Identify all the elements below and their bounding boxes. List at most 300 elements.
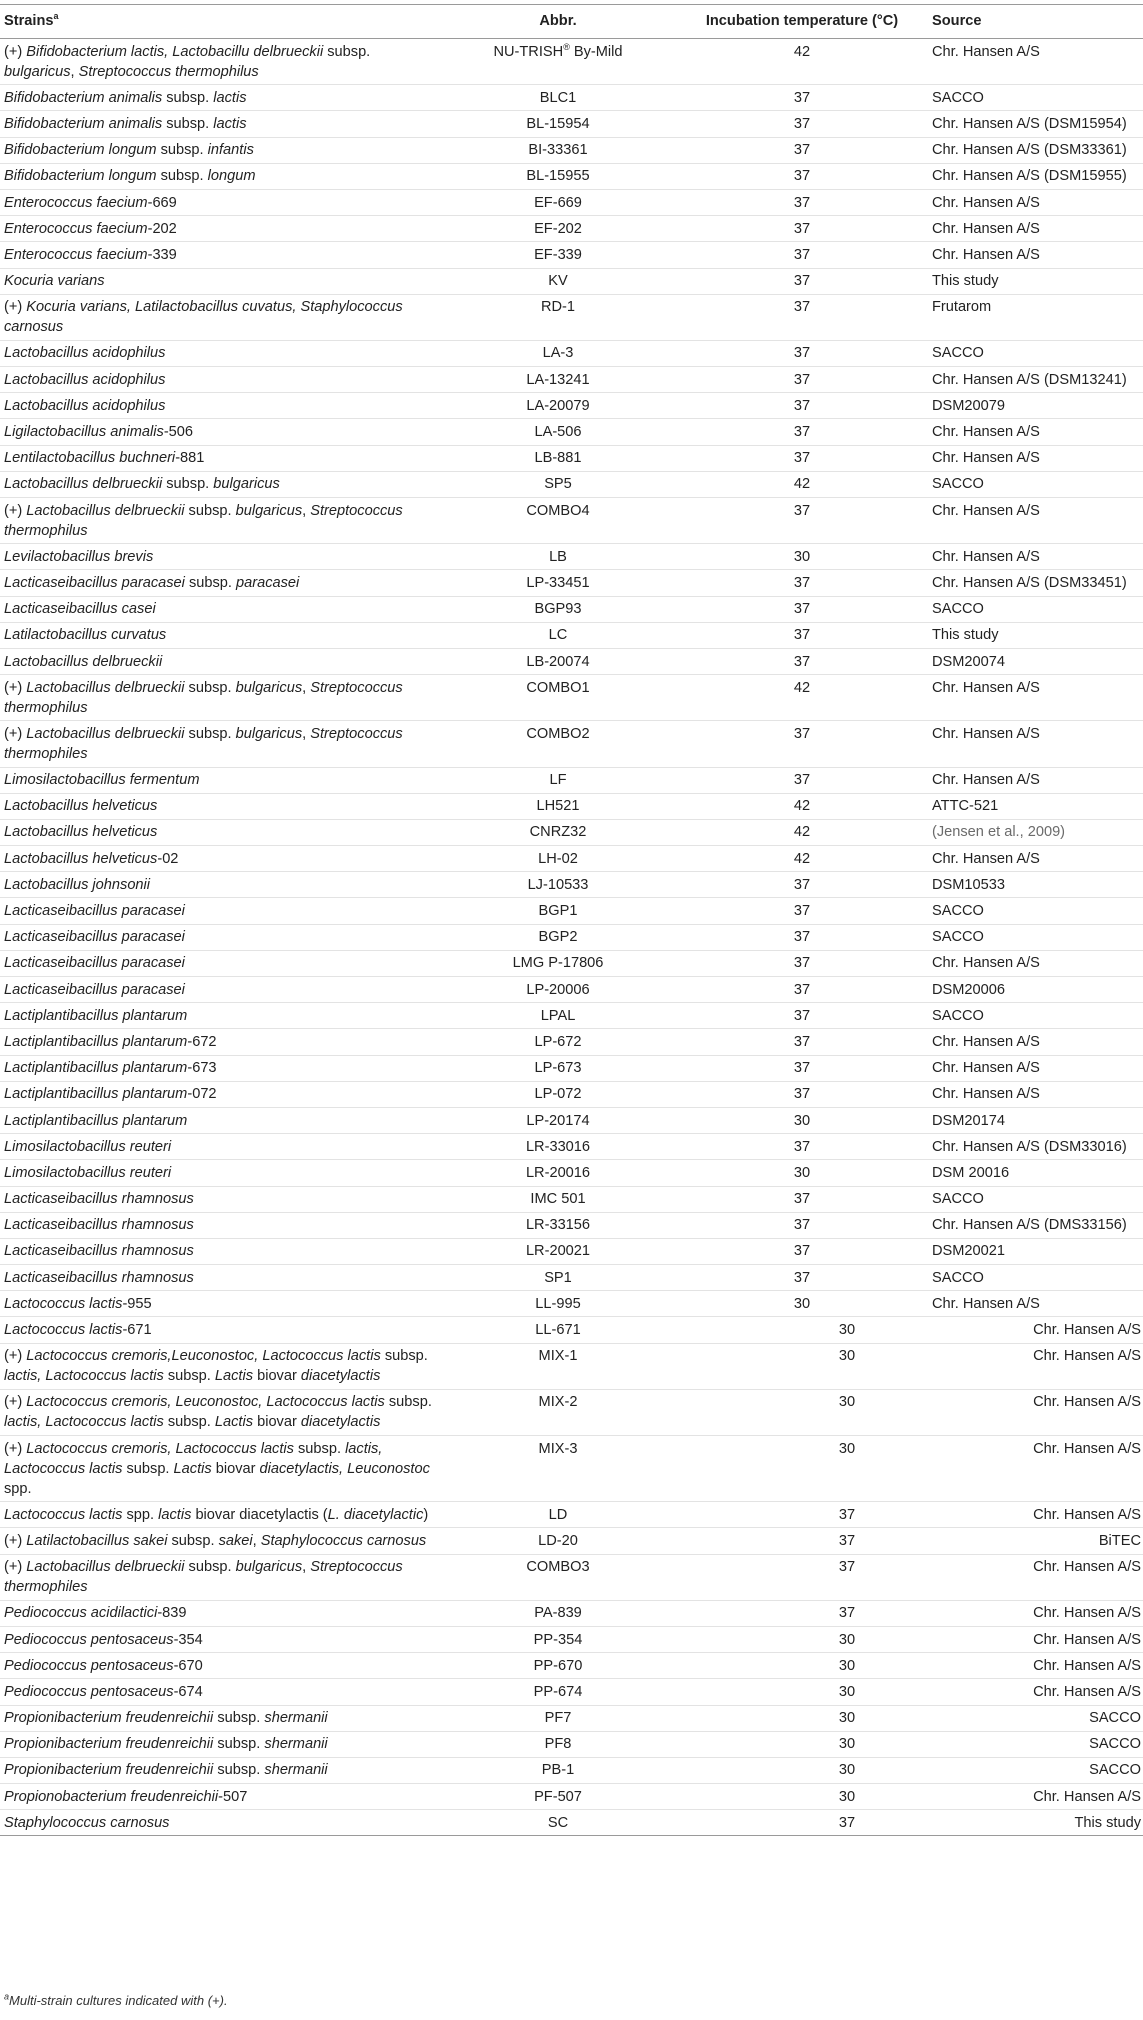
strain-text-segment: Lactis — [214, 1414, 254, 1431]
abbr-cell — [440, 924, 676, 950]
source-cell — [928, 1081, 1143, 1107]
source-text: Chr. Hansen A/S — [932, 548, 1040, 565]
abbr-cell — [440, 1653, 676, 1679]
strain-cell — [0, 1600, 440, 1626]
table-row — [0, 950, 1143, 976]
strain-cell — [0, 111, 440, 137]
source-cell — [928, 1055, 1143, 1081]
temperature-cell: 37 — [676, 767, 928, 793]
source-text: Chr. Hansen A/S — [932, 502, 1040, 519]
table-row — [0, 648, 1143, 674]
source-cell — [928, 268, 1143, 294]
table-row — [0, 570, 1143, 596]
strain-cell — [0, 39, 440, 85]
temperature-cell: 30 — [676, 1343, 928, 1389]
abbr-text: BGP1 — [538, 903, 578, 920]
strain-text-segment: Propionibacterium freudenreichii — [4, 1710, 214, 1727]
table-row — [0, 1003, 1143, 1029]
strain-text-segment: Bifidobacterium animalis — [4, 115, 163, 132]
source-text: SACCO — [932, 1007, 984, 1024]
table-row — [0, 39, 1143, 85]
strain-text-segment: diacetylactis — [300, 1368, 381, 1385]
strain-text-segment: biovar — [253, 1414, 301, 1431]
abbr-text: LA-20079 — [526, 397, 590, 414]
abbr-text: LL-995 — [535, 1295, 581, 1312]
strain-text-segment: Lacticaseibacillus rhamnosus — [4, 1217, 194, 1234]
table-row — [0, 367, 1143, 393]
abbr-cell — [440, 471, 676, 497]
source-cell — [928, 1343, 1143, 1389]
abbr-text: LD-20 — [538, 1532, 578, 1549]
source-cell — [928, 419, 1143, 445]
source-cell — [928, 340, 1143, 366]
abbr-cell — [440, 419, 676, 445]
abbr-cell — [440, 163, 676, 189]
abbr-text: LL-671 — [535, 1322, 581, 1339]
abbr-cell — [440, 1265, 676, 1291]
strain-text-segment: Streptococcus thermophilus — [4, 679, 403, 716]
abbr-text: NU-TRISH — [493, 43, 564, 60]
strain-text-segment: (+) — [4, 1440, 27, 1457]
source-cell — [928, 767, 1143, 793]
strain-text-segment: lactis — [158, 1506, 192, 1523]
strain-text-segment: , — [302, 1559, 311, 1576]
strain-text-segment: spp. — [122, 1506, 159, 1523]
abbr-text: EF-339 — [534, 246, 582, 263]
table-row — [0, 846, 1143, 872]
abbr-text: COMBO4 — [526, 502, 590, 519]
strain-cell — [0, 393, 440, 419]
table-row — [0, 1528, 1143, 1554]
strain-text-segment: Lactis — [173, 1460, 212, 1477]
strain-text-segment: subsp. — [122, 1460, 174, 1477]
header-strains: Strains$^a$ — [0, 5, 440, 39]
temperature-cell: 37 — [676, 1212, 928, 1238]
source-text: Chr. Hansen A/S — [1033, 1788, 1141, 1805]
strain-text-segment: subsp. — [163, 1414, 215, 1431]
source-text: Chr. Hansen A/S — [932, 424, 1040, 441]
abbr-cell — [440, 1134, 676, 1160]
source-cell — [928, 1238, 1143, 1264]
strain-text-segment: Bifidobacterium longum — [4, 142, 157, 159]
abbr-text: BL-15955 — [526, 168, 590, 185]
source-text: Chr. Hansen A/S — [1033, 1322, 1141, 1339]
source-reference-link[interactable]: (Jensen et al., 2009) — [932, 824, 1066, 841]
source-cell — [928, 1528, 1143, 1554]
abbr-text: LR-33016 — [525, 1138, 591, 1155]
strain-cell — [0, 1291, 440, 1317]
strain-cell — [0, 1029, 440, 1055]
temperature-cell: 30 — [676, 1626, 928, 1652]
temperature-cell: 30 — [676, 544, 928, 570]
strain-cell — [0, 189, 440, 215]
abbr-text: LA-3 — [542, 345, 574, 362]
temperature-cell: 30 — [676, 1291, 928, 1317]
strain-text-segment: -674 — [173, 1683, 203, 1700]
abbr-cell — [440, 445, 676, 471]
strain-cell — [0, 216, 440, 242]
strain-cell — [0, 1810, 440, 1836]
source-cell — [928, 622, 1143, 648]
table-row — [0, 1554, 1143, 1600]
abbr-text: BL-15954 — [526, 115, 590, 132]
strain-text-segment: subsp. — [167, 1532, 219, 1549]
temperature-cell: 37 — [676, 419, 928, 445]
source-text: Chr. Hansen A/S — [932, 194, 1040, 211]
source-text: Chr. Hansen A/S — [1033, 1631, 1141, 1648]
abbr-cell — [440, 721, 676, 767]
table-row — [0, 1784, 1143, 1810]
strain-text-segment: Lactobacillus acidophilus — [4, 371, 166, 388]
strain-text-segment: Lactis — [214, 1368, 254, 1385]
temperature-cell: 37 — [676, 1810, 928, 1836]
strain-cell — [0, 767, 440, 793]
source-cell — [928, 721, 1143, 767]
strain-text-segment: (+) — [4, 725, 27, 742]
abbr-cell — [440, 1810, 676, 1836]
abbr-cell — [440, 1600, 676, 1626]
strain-text-segment: lactis — [213, 115, 247, 132]
source-cell — [928, 137, 1143, 163]
table-row — [0, 1626, 1143, 1652]
strain-text-segment: Kocuria varians — [4, 273, 105, 290]
strain-text-segment: bulgaricus — [4, 63, 71, 80]
strain-text-segment: Pediococcus pentosaceus — [4, 1657, 174, 1674]
table-row — [0, 1055, 1143, 1081]
table-row — [0, 793, 1143, 819]
strain-text-segment: diacetylactis — [300, 1414, 381, 1431]
strain-text-segment: Lactobacillus acidophilus — [4, 397, 166, 414]
strain-text-segment: lactis, Lactococcus lactis — [4, 1440, 383, 1477]
temperature-cell: 30 — [676, 1107, 928, 1133]
table-row — [0, 85, 1143, 111]
strain-text-segment: spp. — [4, 1480, 32, 1497]
strain-text-segment: (+) — [4, 1348, 27, 1365]
source-cell — [928, 111, 1143, 137]
abbr-cell — [440, 498, 676, 544]
strain-cell — [0, 1389, 440, 1435]
source-text: DSM 20016 — [932, 1164, 1010, 1181]
temperature-cell: 37 — [676, 1600, 928, 1626]
temperature-cell: 37 — [676, 872, 928, 898]
strain-text-segment: Lactobacillus delbrueckii — [26, 679, 185, 696]
strain-cell — [0, 872, 440, 898]
strain-text-segment: shermanii — [264, 1762, 328, 1779]
strain-text-segment: Latilactobacillus curvatus — [4, 627, 167, 644]
strain-text-segment: subsp. — [384, 1394, 432, 1411]
source-text: Chr. Hansen A/S — [1033, 1440, 1141, 1457]
abbr-cell — [440, 950, 676, 976]
abbr-cell — [440, 1343, 676, 1389]
strain-cell — [0, 1784, 440, 1810]
source-text: DSM10533 — [932, 876, 1006, 893]
abbr-cell — [440, 1436, 676, 1502]
strain-text-segment: infantis — [207, 142, 254, 159]
strain-text-segment: Propionibacterium freudenreichii — [4, 1736, 214, 1753]
table-row — [0, 721, 1143, 767]
strain-cell — [0, 419, 440, 445]
source-text: This study — [932, 273, 999, 290]
abbr-cell — [440, 1679, 676, 1705]
strain-text-segment: Lactobacillus delbrueckii — [26, 1559, 185, 1576]
strain-text-segment: , — [302, 725, 311, 742]
source-cell — [928, 924, 1143, 950]
temperature-cell: 42 — [676, 846, 928, 872]
strain-text-segment: Bifidobacterium longum — [4, 168, 157, 185]
abbr-cell — [440, 1528, 676, 1554]
strain-text-segment: -839 — [157, 1605, 187, 1622]
temperature-cell: 37 — [676, 393, 928, 419]
strain-cell — [0, 137, 440, 163]
source-cell[interactable] — [928, 819, 1143, 845]
source-cell — [928, 163, 1143, 189]
strain-cell — [0, 846, 440, 872]
strain-cell — [0, 1731, 440, 1757]
source-text: BiTEC — [1098, 1532, 1141, 1549]
source-text: Chr. Hansen A/S — [932, 1295, 1040, 1312]
abbr-cell — [440, 294, 676, 340]
source-cell — [928, 1003, 1143, 1029]
source-text: Chr. Hansen A/S — [932, 43, 1040, 60]
header-temperature: Incubation temperature (°C) — [676, 5, 928, 39]
strain-text-segment: Lactococcus cremoris, Leuconostoc, Lactococcus lactis — [26, 1394, 385, 1411]
source-cell — [928, 1502, 1143, 1528]
strain-text-segment: subsp. — [213, 1710, 265, 1727]
abbr-text: LP-20006 — [526, 981, 590, 998]
strain-text-segment: bulgaricus — [235, 502, 303, 519]
source-text: Chr. Hansen A/S — [932, 850, 1040, 867]
temperature-cell: 37 — [676, 1265, 928, 1291]
source-text: Chr. Hansen A/S — [1033, 1605, 1141, 1622]
abbr-text: LH521 — [536, 798, 580, 815]
temperature-cell: 37 — [676, 1238, 928, 1264]
strain-text-segment: Limosilactobacillus reuteri — [4, 1138, 172, 1155]
abbr-text: PP-674 — [533, 1683, 583, 1700]
abbr-text: EF-669 — [534, 194, 582, 211]
source-cell — [928, 846, 1143, 872]
abbr-cell — [440, 622, 676, 648]
strain-text-segment: Lacticaseibacillus rhamnosus — [4, 1243, 194, 1260]
strain-text-segment: Lactobacillus helveticus — [4, 824, 158, 841]
source-cell — [928, 216, 1143, 242]
strain-text-segment: Levilactobacillus brevis — [4, 548, 154, 565]
strain-text-segment: Lactobacillus johnsonii — [4, 876, 151, 893]
strain-text-segment: , — [252, 1532, 261, 1549]
source-cell — [928, 648, 1143, 674]
source-cell — [928, 675, 1143, 721]
strain-cell — [0, 793, 440, 819]
temperature-cell: 37 — [676, 1055, 928, 1081]
abbr-text: CNRZ32 — [529, 824, 587, 841]
source-cell — [928, 1784, 1143, 1810]
source-text: SACCO — [932, 89, 984, 106]
abbr-text: SP1 — [544, 1269, 572, 1286]
table-row — [0, 137, 1143, 163]
table-row — [0, 1265, 1143, 1291]
strain-text-segment: -881 — [175, 450, 205, 467]
table-row — [0, 445, 1143, 471]
strain-text-segment: (+) — [4, 1394, 27, 1411]
table-row — [0, 1600, 1143, 1626]
temperature-cell: 37 — [676, 596, 928, 622]
strain-text-segment: Lactobacillus helveticus — [4, 850, 158, 867]
abbr-text: MIX-1 — [538, 1348, 578, 1365]
abbr-cell — [440, 189, 676, 215]
abbr-text: LJ-10533 — [527, 876, 589, 893]
source-cell — [928, 393, 1143, 419]
table-row — [0, 544, 1143, 570]
abbr-text: MIX-3 — [538, 1440, 578, 1457]
table-row — [0, 163, 1143, 189]
source-text: Chr. Hansen A/S — [1033, 1657, 1141, 1674]
table-row — [0, 596, 1143, 622]
abbr-cell — [440, 111, 676, 137]
source-cell — [928, 898, 1143, 924]
temperature-cell: 30 — [676, 1679, 928, 1705]
source-cell — [928, 294, 1143, 340]
strain-cell — [0, 1502, 440, 1528]
strain-text-segment: Lactiplantibacillus plantarum — [4, 1033, 188, 1050]
abbr-text: BLC1 — [539, 89, 577, 106]
strain-text-segment: subsp. — [213, 1762, 265, 1779]
strain-cell — [0, 819, 440, 845]
abbr-text: COMBO2 — [526, 725, 590, 742]
source-cell — [928, 189, 1143, 215]
source-text: Chr. Hansen A/S — [932, 220, 1040, 237]
source-text: SACCO — [932, 929, 984, 946]
strain-cell — [0, 367, 440, 393]
strain-cell — [0, 498, 440, 544]
strain-text-segment: -202 — [147, 220, 177, 237]
abbr-text: IMC 501 — [530, 1191, 586, 1208]
strain-cell — [0, 1317, 440, 1343]
strain-text-segment: Lactobacillus delbrueckii — [4, 653, 163, 670]
strain-text-segment: subsp. — [213, 1736, 265, 1753]
source-text: SACCO — [1089, 1710, 1141, 1727]
abbr-text: LR-20016 — [525, 1164, 591, 1181]
source-cell — [928, 1160, 1143, 1186]
strain-text-segment: -670 — [173, 1657, 203, 1674]
abbr-cell — [440, 675, 676, 721]
strain-text-segment: (+) — [4, 502, 27, 519]
strain-cell — [0, 898, 440, 924]
abbr-text: LPAL — [540, 1007, 576, 1024]
source-cell — [928, 39, 1143, 85]
source-text: Chr. Hansen A/S — [932, 450, 1040, 467]
abbr-cell — [440, 1029, 676, 1055]
temperature-cell: 37 — [676, 950, 928, 976]
source-text: Chr. Hansen A/S — [1033, 1506, 1141, 1523]
abbr-text: BGP93 — [534, 601, 582, 618]
source-cell — [928, 242, 1143, 268]
abbr-text: PA-839 — [534, 1605, 582, 1622]
registered-mark: ® — [563, 41, 570, 52]
abbr-cell — [440, 393, 676, 419]
temperature-cell: 30 — [676, 1389, 928, 1435]
temperature-cell: 37 — [676, 1502, 928, 1528]
strain-text-segment: (+) — [4, 299, 27, 316]
table-row — [0, 1810, 1143, 1836]
temperature-cell: 30 — [676, 1317, 928, 1343]
table-row — [0, 1436, 1143, 1502]
strain-text-segment: Lentilactobacillus buchneri — [4, 450, 176, 467]
strain-cell — [0, 1081, 440, 1107]
source-cell — [928, 471, 1143, 497]
strain-text-segment: Lacticaseibacillus casei — [4, 601, 156, 618]
table-row — [0, 1212, 1143, 1238]
temperature-cell: 37 — [676, 648, 928, 674]
strain-text-segment: -672 — [187, 1033, 217, 1050]
abbr-cell — [440, 216, 676, 242]
source-cell — [928, 445, 1143, 471]
source-text: SACCO — [932, 601, 984, 618]
strain-cell — [0, 1528, 440, 1554]
temperature-cell: 42 — [676, 39, 928, 85]
strain-text-segment: Pediococcus pentosaceus — [4, 1683, 174, 1700]
strain-text-segment: bulgaricus — [213, 476, 280, 493]
strain-text-segment: Lacticaseibacillus paracasei — [4, 574, 185, 591]
strain-text-segment: Lactococcus cremoris,Leuconostoc, Lactococcus lactis — [26, 1348, 381, 1365]
strain-text-segment: (+) — [4, 43, 27, 60]
strain-text-segment: Ligilactobacillus animalis — [4, 424, 164, 441]
table-row — [0, 1029, 1143, 1055]
strain-text-segment: subsp. — [184, 502, 236, 519]
strain-text-segment: Propionobacterium freudenreichii — [4, 1788, 219, 1805]
table-row — [0, 1731, 1143, 1757]
abbr-cell — [440, 1291, 676, 1317]
table-row — [0, 819, 1143, 845]
abbr-cell — [440, 1186, 676, 1212]
strain-text-segment: -671 — [122, 1322, 152, 1339]
table-row — [0, 1107, 1143, 1133]
header-abbr: Abbr. — [440, 5, 676, 39]
temperature-cell: 37 — [676, 1029, 928, 1055]
source-cell — [928, 596, 1143, 622]
strain-text-segment: subsp. — [162, 89, 214, 106]
table-row — [0, 294, 1143, 340]
strain-text-segment: Enterococcus faecium — [4, 220, 148, 237]
strain-cell — [0, 471, 440, 497]
strain-cell — [0, 721, 440, 767]
strain-cell — [0, 1003, 440, 1029]
table-row — [0, 675, 1143, 721]
strain-text-segment: -02 — [157, 850, 179, 867]
source-text: SACCO — [1089, 1762, 1141, 1779]
abbr-cell — [440, 793, 676, 819]
temperature-cell: 30 — [676, 1757, 928, 1783]
abbr-cell — [440, 367, 676, 393]
strain-text-segment: Streptococcus thermophiles — [4, 1559, 403, 1596]
abbr-cell — [440, 1081, 676, 1107]
table-row — [0, 1291, 1143, 1317]
strain-cell — [0, 340, 440, 366]
strain-cell — [0, 570, 440, 596]
table-row — [0, 1389, 1143, 1435]
strain-cell — [0, 648, 440, 674]
footnote-text: Multi-strain cultures indicated with (+). — [9, 1993, 228, 2008]
abbr-text: SP5 — [544, 476, 572, 493]
abbr-cell — [440, 1757, 676, 1783]
abbr-cell — [440, 570, 676, 596]
table-row — [0, 393, 1143, 419]
source-text: Chr. Hansen A/S (DMS33156) — [932, 1217, 1127, 1234]
table-row — [0, 767, 1143, 793]
abbr-text: LP-33451 — [526, 574, 590, 591]
source-cell — [928, 1626, 1143, 1652]
table-row — [0, 1081, 1143, 1107]
strain-text-segment: biovar — [211, 1460, 260, 1477]
abbr-cell — [440, 1502, 676, 1528]
